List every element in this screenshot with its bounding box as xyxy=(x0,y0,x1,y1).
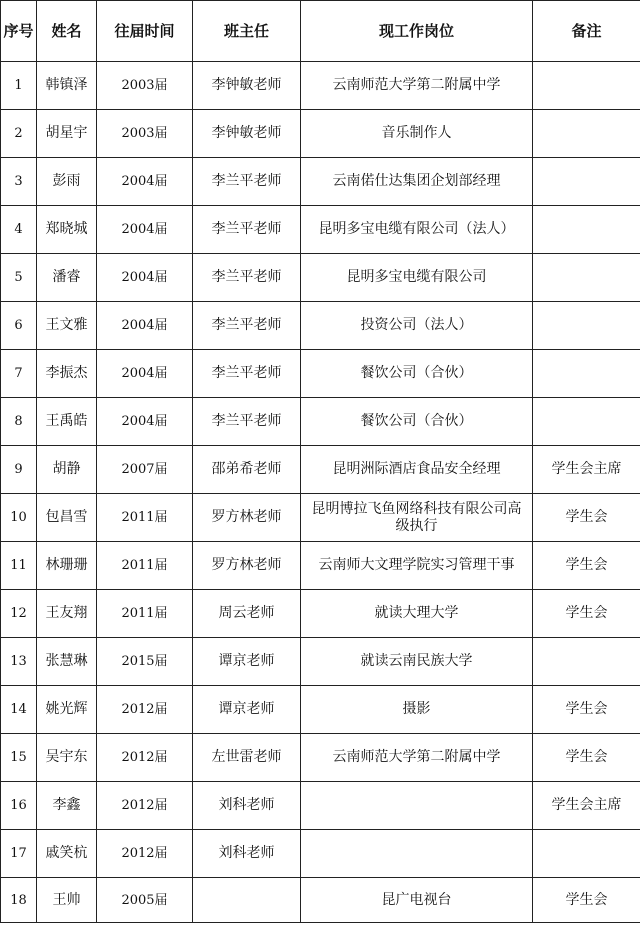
cell-remarks xyxy=(533,638,640,686)
cell-head-teacher: 罗方林老师 xyxy=(193,494,301,542)
cell-remarks xyxy=(533,62,640,110)
table-row xyxy=(1,590,640,638)
cell-remarks: 学生会主席 xyxy=(533,782,640,830)
cell-graduation-year: 2004届 xyxy=(97,398,193,446)
cell-name: 彭雨 xyxy=(37,158,97,206)
table-row xyxy=(1,350,640,398)
cell-head-teacher: 李兰平老师 xyxy=(193,254,301,302)
cell-current-position: 昆明博拉飞鱼网络科技有限公司高级执行 xyxy=(301,494,533,542)
cell-head-teacher xyxy=(193,878,301,923)
table-row xyxy=(1,542,640,590)
cell-current-position: 就读云南民族大学 xyxy=(301,638,533,686)
cell-current-position: 餐饮公司（合伙） xyxy=(301,398,533,446)
cell-current-position xyxy=(301,782,533,830)
cell-remarks: 学生会 xyxy=(533,542,640,590)
cell-index: 15 xyxy=(1,734,37,782)
cell-remarks xyxy=(533,110,640,158)
cell-remarks: 学生会主席 xyxy=(533,446,640,494)
cell-remarks: 学生会 xyxy=(533,494,640,542)
table-row xyxy=(1,494,640,542)
table-row xyxy=(1,878,640,923)
cell-index: 17 xyxy=(1,830,37,878)
cell-head-teacher: 周云老师 xyxy=(193,590,301,638)
cell-index: 5 xyxy=(1,254,37,302)
cell-current-position: 昆广电视台 xyxy=(301,878,533,923)
cell-name: 潘睿 xyxy=(37,254,97,302)
cell-graduation-year: 2011届 xyxy=(97,542,193,590)
cell-name: 胡静 xyxy=(37,446,97,494)
cell-graduation-year: 2012届 xyxy=(97,782,193,830)
cell-remarks xyxy=(533,302,640,350)
cell-head-teacher: 谭京老师 xyxy=(193,686,301,734)
cell-remarks xyxy=(533,398,640,446)
table-row xyxy=(1,206,640,254)
cell-name: 王禹皓 xyxy=(37,398,97,446)
cell-remarks: 学生会 xyxy=(533,590,640,638)
cell-graduation-year: 2003届 xyxy=(97,62,193,110)
cell-name: 戚笑杭 xyxy=(37,830,97,878)
cell-name: 包昌雪 xyxy=(37,494,97,542)
header-index: 序号 xyxy=(1,1,37,62)
cell-index: 7 xyxy=(1,350,37,398)
table-row xyxy=(1,638,640,686)
cell-current-position: 云南师范大学第二附属中学 xyxy=(301,734,533,782)
cell-graduation-year: 2004届 xyxy=(97,302,193,350)
cell-name: 胡星宇 xyxy=(37,110,97,158)
table-row xyxy=(1,398,640,446)
table-row xyxy=(1,782,640,830)
table-row xyxy=(1,254,640,302)
cell-current-position: 昆明多宝电缆有限公司 xyxy=(301,254,533,302)
cell-current-position: 音乐制作人 xyxy=(301,110,533,158)
cell-name: 林珊珊 xyxy=(37,542,97,590)
cell-index: 10 xyxy=(1,494,37,542)
table-row xyxy=(1,158,640,206)
cell-head-teacher: 谭京老师 xyxy=(193,638,301,686)
cell-remarks: 学生会 xyxy=(533,686,640,734)
cell-index: 18 xyxy=(1,878,37,923)
cell-graduation-year: 2015届 xyxy=(97,638,193,686)
cell-name: 张慧琳 xyxy=(37,638,97,686)
cell-current-position: 云南师范大学第二附属中学 xyxy=(301,62,533,110)
cell-remarks xyxy=(533,830,640,878)
table-row xyxy=(1,446,640,494)
cell-graduation-year: 2004届 xyxy=(97,254,193,302)
cell-head-teacher: 刘科老师 xyxy=(193,782,301,830)
table-row xyxy=(1,830,640,878)
cell-name: 王友翔 xyxy=(37,590,97,638)
cell-index: 4 xyxy=(1,206,37,254)
cell-remarks xyxy=(533,350,640,398)
cell-index: 9 xyxy=(1,446,37,494)
cell-name: 韩镇泽 xyxy=(37,62,97,110)
cell-remarks xyxy=(533,158,640,206)
cell-name: 吴宇东 xyxy=(37,734,97,782)
cell-index: 1 xyxy=(1,62,37,110)
cell-name: 李鑫 xyxy=(37,782,97,830)
cell-current-position: 投资公司（法人） xyxy=(301,302,533,350)
cell-head-teacher: 罗方林老师 xyxy=(193,542,301,590)
table-body xyxy=(1,62,640,923)
table-row xyxy=(1,62,640,110)
header-remarks: 备注 xyxy=(533,1,640,62)
cell-graduation-year: 2012届 xyxy=(97,686,193,734)
cell-index: 2 xyxy=(1,110,37,158)
cell-index: 14 xyxy=(1,686,37,734)
cell-remarks: 学生会 xyxy=(533,734,640,782)
cell-index: 13 xyxy=(1,638,37,686)
cell-remarks xyxy=(533,254,640,302)
cell-head-teacher: 李钟敏老师 xyxy=(193,110,301,158)
cell-name: 郑晓城 xyxy=(37,206,97,254)
header-head-teacher: 班主任 xyxy=(193,1,301,62)
cell-graduation-year: 2004届 xyxy=(97,158,193,206)
cell-head-teacher: 李兰平老师 xyxy=(193,350,301,398)
table-header-row xyxy=(1,1,640,62)
cell-current-position: 云南师大文理学院实习管理干事 xyxy=(301,542,533,590)
table-row xyxy=(1,686,640,734)
cell-current-position xyxy=(301,830,533,878)
cell-name: 王文雅 xyxy=(37,302,97,350)
cell-index: 11 xyxy=(1,542,37,590)
cell-graduation-year: 2012届 xyxy=(97,830,193,878)
header-graduation-year: 往届时间 xyxy=(97,1,193,62)
cell-index: 3 xyxy=(1,158,37,206)
cell-head-teacher: 刘科老师 xyxy=(193,830,301,878)
cell-remarks xyxy=(533,206,640,254)
cell-graduation-year: 2004届 xyxy=(97,350,193,398)
cell-head-teacher: 李兰平老师 xyxy=(193,302,301,350)
cell-graduation-year: 2003届 xyxy=(97,110,193,158)
cell-graduation-year: 2004届 xyxy=(97,206,193,254)
cell-current-position: 云南偌仕达集团企划部经理 xyxy=(301,158,533,206)
cell-head-teacher: 邵弟希老师 xyxy=(193,446,301,494)
cell-name: 李振杰 xyxy=(37,350,97,398)
cell-current-position: 餐饮公司（合伙） xyxy=(301,350,533,398)
cell-remarks: 学生会 xyxy=(533,878,640,923)
cell-graduation-year: 2012届 xyxy=(97,734,193,782)
cell-name: 姚光辉 xyxy=(37,686,97,734)
cell-head-teacher: 李兰平老师 xyxy=(193,158,301,206)
cell-head-teacher: 左世雷老师 xyxy=(193,734,301,782)
cell-graduation-year: 2011届 xyxy=(97,590,193,638)
cell-head-teacher: 李兰平老师 xyxy=(193,206,301,254)
cell-index: 16 xyxy=(1,782,37,830)
cell-current-position: 就读大理大学 xyxy=(301,590,533,638)
cell-head-teacher: 李兰平老师 xyxy=(193,398,301,446)
cell-graduation-year: 2007届 xyxy=(97,446,193,494)
cell-graduation-year: 2005届 xyxy=(97,878,193,923)
cell-index: 8 xyxy=(1,398,37,446)
cell-current-position: 摄影 xyxy=(301,686,533,734)
cell-graduation-year: 2011届 xyxy=(97,494,193,542)
cell-head-teacher: 李钟敏老师 xyxy=(193,62,301,110)
cell-index: 12 xyxy=(1,590,37,638)
header-name: 姓名 xyxy=(37,1,97,62)
table-row xyxy=(1,302,640,350)
cell-current-position: 昆明洲际酒店食品安全经理 xyxy=(301,446,533,494)
cell-current-position: 昆明多宝电缆有限公司（法人） xyxy=(301,206,533,254)
cell-index: 6 xyxy=(1,302,37,350)
table-row xyxy=(1,110,640,158)
table-row xyxy=(1,734,640,782)
header-current-position: 现工作岗位 xyxy=(301,1,533,62)
cell-name: 王帅 xyxy=(37,878,97,923)
